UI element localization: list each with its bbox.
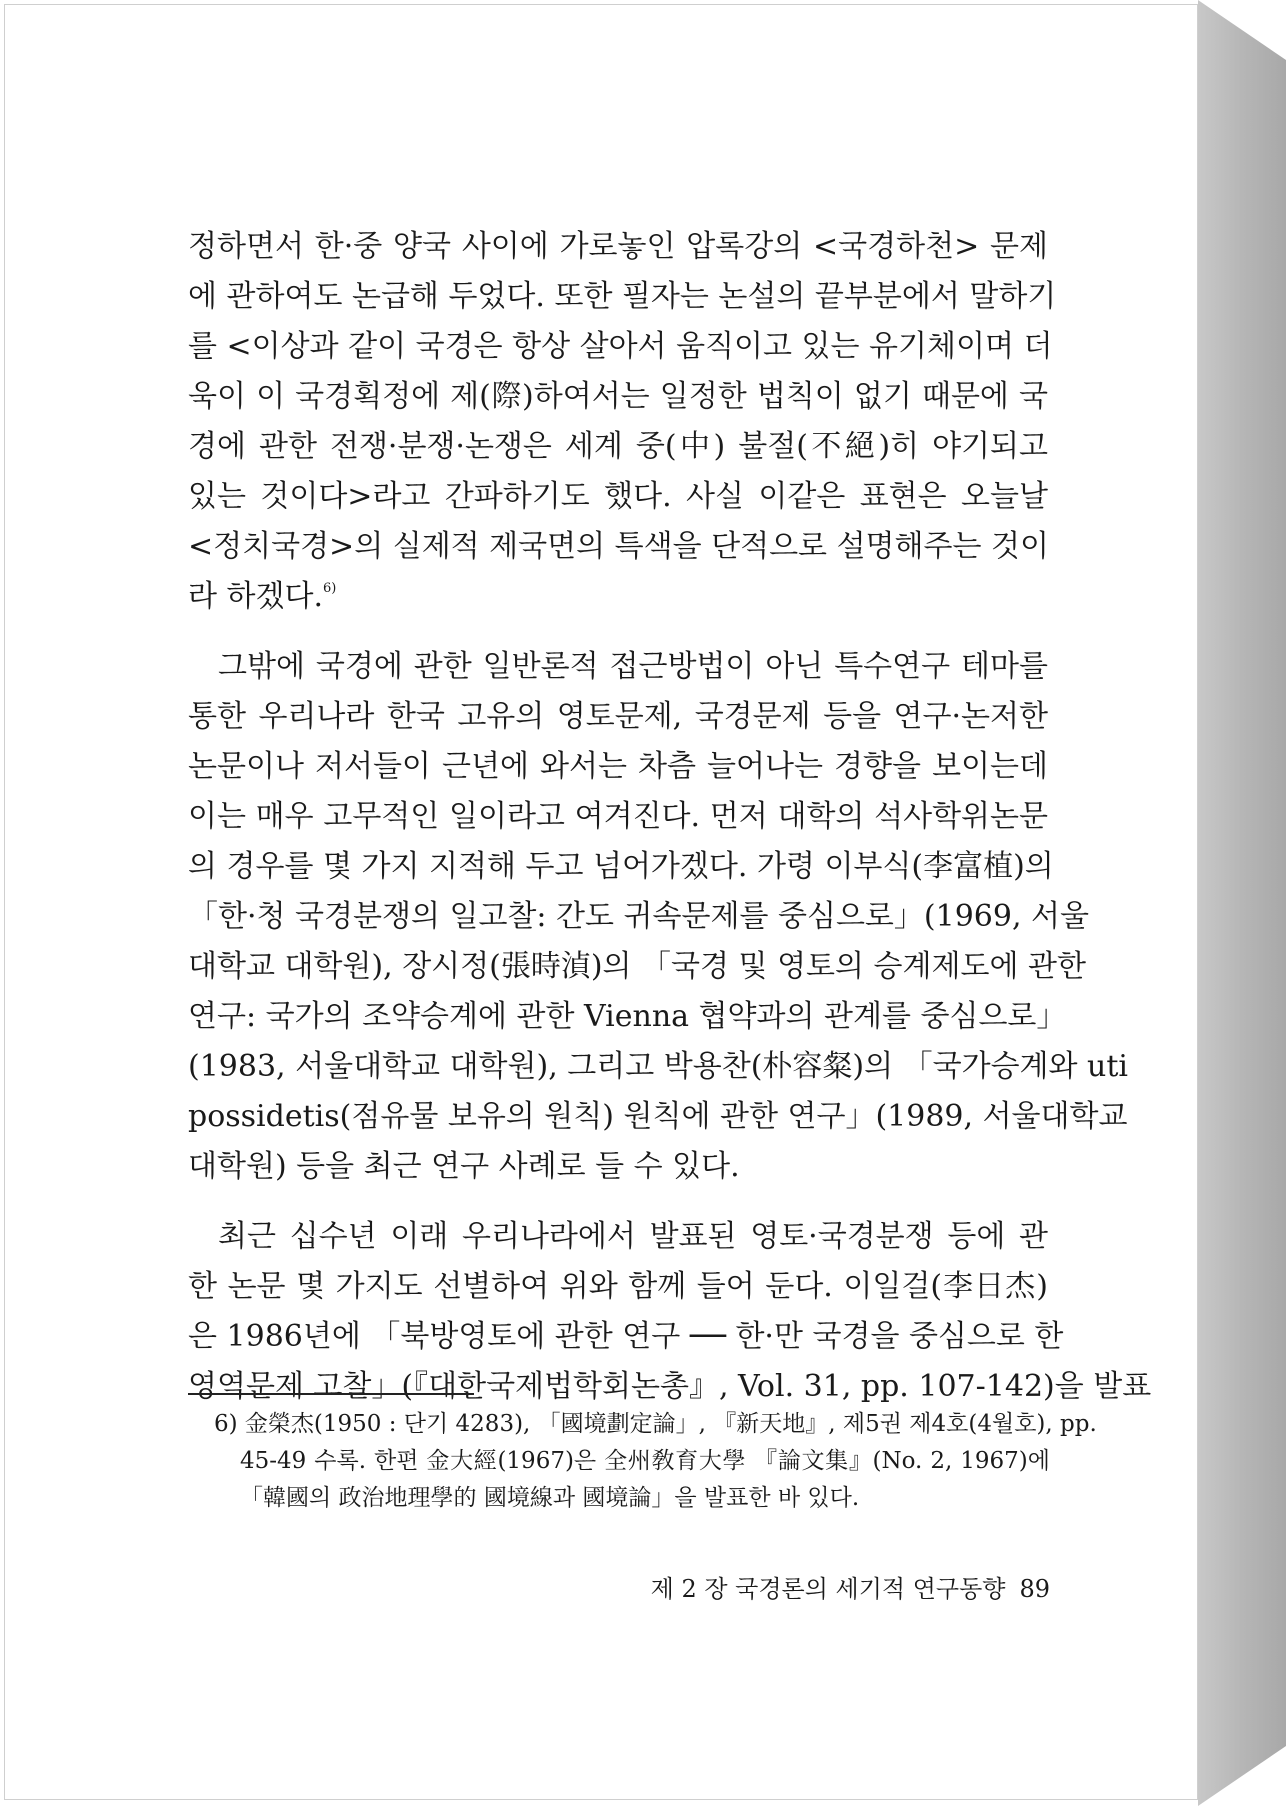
text-line: 대학교 대학원), 장시정(張時湞)의 「국경 및 영토의 승계제도에 관한 — [188, 949, 1086, 984]
text-line: 욱이 이 국경획정에 제(際)하여서는 일정한 법칙이 없기 때문에 국 — [188, 379, 1048, 414]
text-line: 그밖에 국경에 관한 일반론적 접근방법이 아닌 특수연구 테마를 — [218, 649, 1048, 684]
book-edge — [1198, 0, 1286, 1806]
text-line: 의 경우를 몇 가지 지적해 두고 넘어가겠다. 가령 이부식(李富植)의 — [188, 849, 1054, 884]
body-text — [188, 222, 1152, 1412]
text-line: 를 <이상과 같이 국경은 항상 살아서 움직이고 있는 유기체이며 더 — [188, 329, 1053, 364]
text-line: 이는 매우 고무적인 일이라고 여겨진다. 먼저 대학의 석사학위논문 — [188, 799, 1048, 834]
text-line: 논문이나 저서들이 근년에 와서는 차츰 늘어나는 경향을 보이는데 — [188, 749, 1048, 784]
text-line: 통한 우리나라 한국 고유의 영토문제, 국경문제 등을 연구·논저한 — [188, 699, 1048, 734]
text-line: 한 논문 몇 가지도 선별하여 위와 함께 들어 둔다. 이일걸(李日杰) — [188, 1269, 1048, 1304]
footnote-line: 45-49 수록. 한편 金大經(1967)은 全州敎育大學 『論文集』(No. 2, 1967)에 — [240, 1448, 1050, 1474]
text-line: (1983, 서울대학교 대학원), 그리고 박용찬(朴容粲)의 「국가승계와 uti — [188, 1049, 1129, 1084]
text-line: 최근 십수년 이래 우리나라에서 발표된 영토·국경분쟁 등에 관 — [218, 1219, 1048, 1254]
text-line: possidetis(점유물 보유의 원칙) 원칙에 관한 연구」(1989, 서울대학교 — [188, 1099, 1128, 1134]
text-line: 정하면서 한·중 양국 사이에 가로놓인 압록강의 <국경하천> 문제 — [188, 229, 1048, 264]
text-line: 있는 것이다>라고 간파하기도 했다. 사실 이같은 표현은 오늘날 — [188, 479, 1048, 514]
text-line: 은 1986년에 「북방영토에 관한 연구 ── 한·만 국경을 중심으로 한 — [188, 1319, 1064, 1354]
footnote-block — [214, 1406, 1097, 1517]
text-line: 경에 관한 전쟁·분쟁·논쟁은 세계 중(中) 불절(不絕)히 야기되고 — [188, 429, 1048, 464]
page-number: 89 — [1019, 1575, 1050, 1603]
text-line: <정치국경>의 실제적 제국면의 특색을 단적으로 설명해주는 것이 — [188, 529, 1049, 564]
text-line: 「한·청 국경분쟁의 일고찰: 간도 귀속문제를 중심으로」(1969, 서울 — [188, 899, 1089, 934]
text-line: 영역문제 고찰」(『대한국제법학회논총』, Vol. 31, pp. 107-142)을 발표 — [188, 1369, 1152, 1404]
text-line: 에 관하여도 논급해 두었다. 또한 필자는 논설의 끝부분에서 말하기 — [188, 279, 1057, 314]
text-line — [188, 572, 1048, 622]
text-line: 대학원) 등을 최근 연구 사례로 들 수 있다. — [188, 1149, 740, 1184]
footnote-divider — [188, 1393, 474, 1395]
text-line: 연구: 국가의 조약승계에 관한 Vienna 협약과의 관계를 중심으로」 — [188, 999, 1067, 1034]
footnote-line: 6) 金榮杰(1950 : 단기 4283), 「國境劃定論」, 『新天地』, 제5권 제4호(4월호), pp. — [214, 1411, 1097, 1437]
text-line-content: 라 하겠다. — [188, 579, 323, 614]
footnote-reference: 6) — [323, 581, 337, 596]
running-footer — [600, 1574, 1050, 1604]
chapter-title: 제 2 장 국경론의 세기적 연구동향 — [650, 1575, 1006, 1603]
footnote-line: 「韓國의 政治地理學的 國境線과 國境論」을 발표한 바 있다. — [240, 1485, 860, 1511]
